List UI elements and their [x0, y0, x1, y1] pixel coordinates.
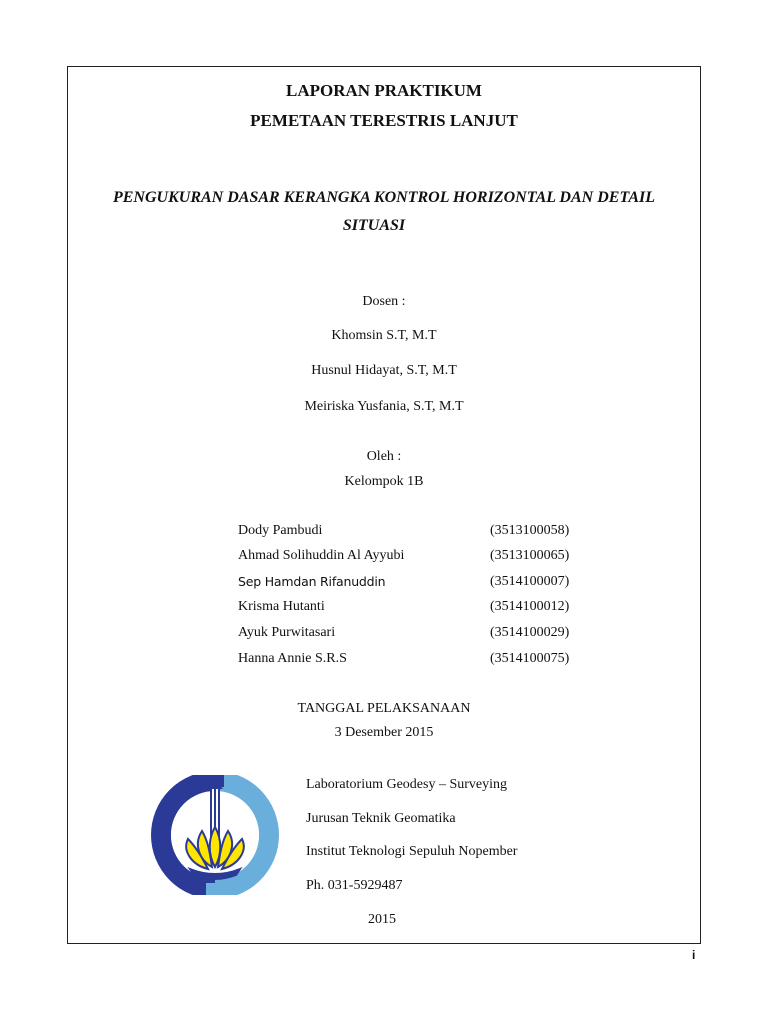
- member-name: Dody Pambudi: [238, 523, 323, 538]
- member-name: Ahmad Solihuddin Al Ayyubi: [238, 548, 405, 563]
- member-name: Sep Hamdan Rifanuddin: [238, 574, 386, 589]
- member-nim: (3513100065): [490, 548, 570, 563]
- year: 2015: [368, 912, 396, 927]
- member-nim: (3514100029): [490, 625, 570, 640]
- report-title-line2: PEMETAAN TERESTRIS LANJUT: [250, 111, 518, 130]
- phone-number: Ph. 031-5929487: [306, 878, 403, 893]
- report-title-line1: LAPORAN PRAKTIKUM: [286, 81, 482, 100]
- page-number: i: [692, 948, 696, 962]
- member-name: Hanna Annie S.R.S: [238, 651, 347, 666]
- execution-date-label: TANGGAL PELAKSANAAN: [297, 701, 471, 716]
- report-subtitle-line1: PENGUKURAN DASAR KERANGKA KONTROL HORIZONTAL DAN DETAIL: [112, 189, 655, 206]
- department-name: Jurusan Teknik Geomatika: [306, 811, 456, 826]
- lecturers-label: Dosen :: [362, 294, 406, 309]
- lecturer-name: Khomsin S.T, M.T: [331, 328, 437, 343]
- lecturer-name: Meiriska Yusfania, S.T, M.T: [304, 399, 464, 414]
- member-nim: (3513100058): [490, 523, 570, 538]
- member-name: Krisma Hutanti: [238, 599, 325, 614]
- group-name: Kelompok 1B: [344, 474, 424, 489]
- by-label: Oleh :: [366, 449, 402, 464]
- execution-date: 3 Desember 2015: [334, 725, 434, 740]
- member-nim: (3514100075): [490, 651, 570, 666]
- lab-name: Laboratorium Geodesy – Surveying: [306, 777, 508, 792]
- report-subtitle-line2: SITUASI: [342, 217, 406, 234]
- institute-name: Institut Teknologi Sepuluh Nopember: [306, 844, 518, 859]
- member-nim: (3514100007): [490, 574, 570, 589]
- member-nim: (3514100012): [490, 599, 570, 614]
- its-logo-icon: [150, 775, 280, 895]
- lecturer-name: Husnul Hidayat, S.T, M.T: [311, 363, 457, 378]
- member-name: Ayuk Purwitasari: [238, 625, 336, 640]
